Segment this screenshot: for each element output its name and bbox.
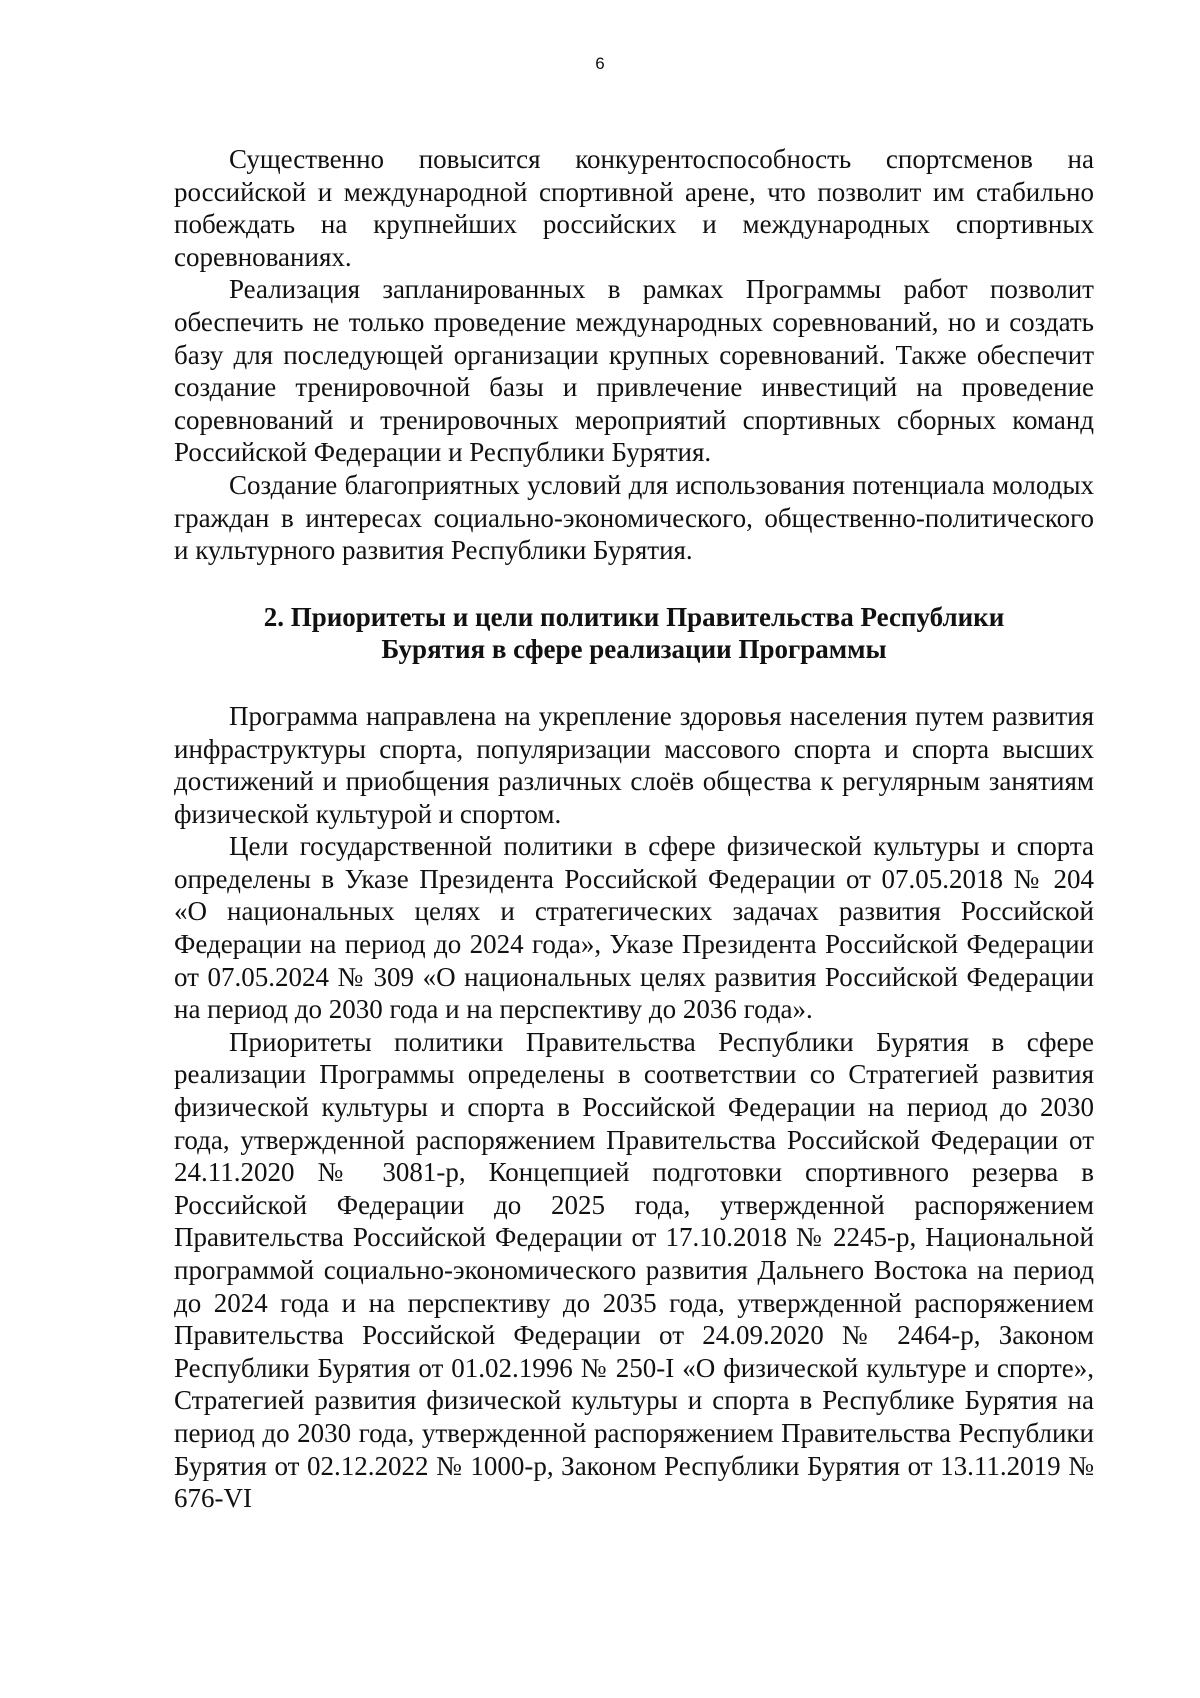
section-heading xyxy=(174,601,1094,666)
document-body xyxy=(174,143,1094,1515)
paragraph-program-direction: Программа направлена на укрепление здоровья населения путем развития инфраструктуры спорта, популяризации массового спорта и спорта высших достижений и приобщения различных слоёв общества к регулярным занятиям физической культурой и спортом. xyxy=(174,700,1094,829)
paragraph-policy-goals: Цели государственной политики в сфере физической культуры и спорта определены в Указе Президента Российской Федерации от 07.05.2018 № 204 «О национальных целях и стратегических задачах развития Российской Федерации на период до 2024 года», Указе Президента Российской Федерации от 07.05.2024 № 309 «О национальных целях развития Российской Федерации на период до 2030 года и на перспективу до 2036 года». xyxy=(174,831,1094,1025)
section-heading-line-2: Бурятия в сфере реализации Программы xyxy=(381,634,887,665)
paragraph-competitiveness: Существенно повысится конкурентоспособность спортсменов на российской и международной спортивной арене, что позволит им стабильно побеждать на крупнейших российских и международных спортивных соревнованиях. xyxy=(174,144,1094,272)
section-heading-line-1: 2. Приоритеты и цели политики Правительства Республики xyxy=(263,601,1005,632)
page-number: 6 xyxy=(595,54,605,73)
paragraph-program-implementation: Реализация запланированных в рамках Программы работ позволит обеспечить не только проведение международных соревнований, но и создать базу для последующей организации крупных соревнований. Также обеспечит создание тренировочной базы и привлечение инвестиций на проведение соревнований и тренировочных мероприятий спортивных сборных команд Российской Федерации и Республики Бурятия. xyxy=(174,274,1094,468)
paragraph-policy-priorities: Приоритеты политики Правительства Республики Бурятия в сфере реализации Программы определены в соответствии со Стратегией развития физической культуры и спорта в Российской Федерации на период до 2030 года, утвержденной распоряжением Правительства Российской Федерации от 24.11.2020 № 3081-р, Концепцией подготовки спортивного резерва в Российской Федерации до 2025 года, утвержденной распоряжением Правительства Российской Федерации от 17.10.2018 № 2245-р, Национальной программой социально-экономического развития Дальнего Востока на период до 2024 года и на перспективу до 2035 года, утвержденной распоряжением Правительства Российской Федерации от 24.09.2020 № 2464-р, Законом Республики Бурятия от 01.02.1996 № 250-I «О физической культуре и спорте», Стратегией развития физической культуры и спорта в Республике Бурятия на период до 2030 года, утвержденной распоряжением Правительства Республики Бурятия от 02.12.2022 № 1000-р, Законом Республики Бурятия от 13.11.2019 № 676-VI xyxy=(174,1026,1094,1514)
paragraph-youth-conditions: Создание благоприятных условий для использования потенциала молодых граждан в интересах социально-экономического, общественно-политического и культурного развития Республики Бурятия. xyxy=(174,469,1094,566)
